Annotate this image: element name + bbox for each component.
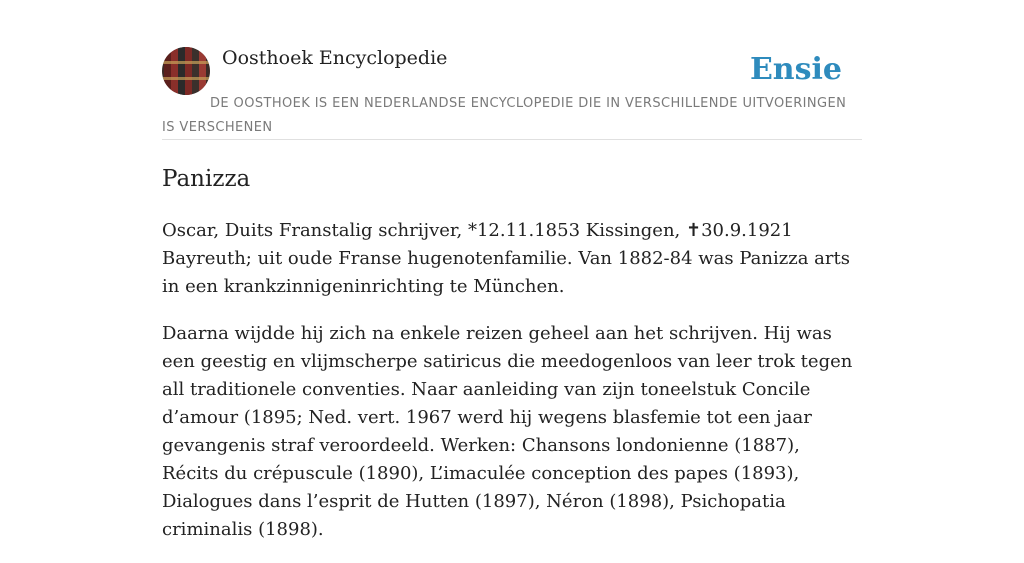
site-header	[162, 46, 862, 140]
site-title-link[interactable]: Oosthoek Encyclopedie	[222, 47, 448, 69]
encyclopedia-books-icon[interactable]	[162, 47, 210, 95]
brand-logo-link[interactable]: Ensie	[749, 52, 842, 87]
article-paragraph: Daarna wijdde hij zich na enkele reizen geheel aan het schrijven. Hij was een geestig en vlijmscherpe satiricus die meedogenloos van leer trok tegen all traditionele conventies. Naar aanleiding van zijn toneelstuk Concile d’amour (1895; Ned. vert. 1967 werd hij wegens blasfemie tot een jaar gevangenis straf veroordeeld. Werken: Chansons londonienne (1887), Récits du crépuscule (1890), L’imaculée conception des papes (1893), Dialogues dans l’esprit de Hutten (1897), Néron (1898), Psichopatia criminalis (1898).	[162, 323, 853, 540]
article-paragraph: Oscar, Duits Franstalig schrijver, *12.11.1853 Kissingen, ✝30.9.1921 Bayreuth; uit oude Franse hugenotenfamilie. Van 1882-84 was Panizza arts in een krankzinnigeninrichting te München.	[162, 220, 850, 297]
site-tagline: DE OOSTHOEK IS EEN NEDERLANDSE ENCYCLOPEDIE DIE IN VERSCHILLENDE UITVOERINGEN IS VERSCHENEN	[162, 96, 847, 135]
article	[162, 160, 862, 563]
article-title: Panizza	[162, 166, 251, 192]
